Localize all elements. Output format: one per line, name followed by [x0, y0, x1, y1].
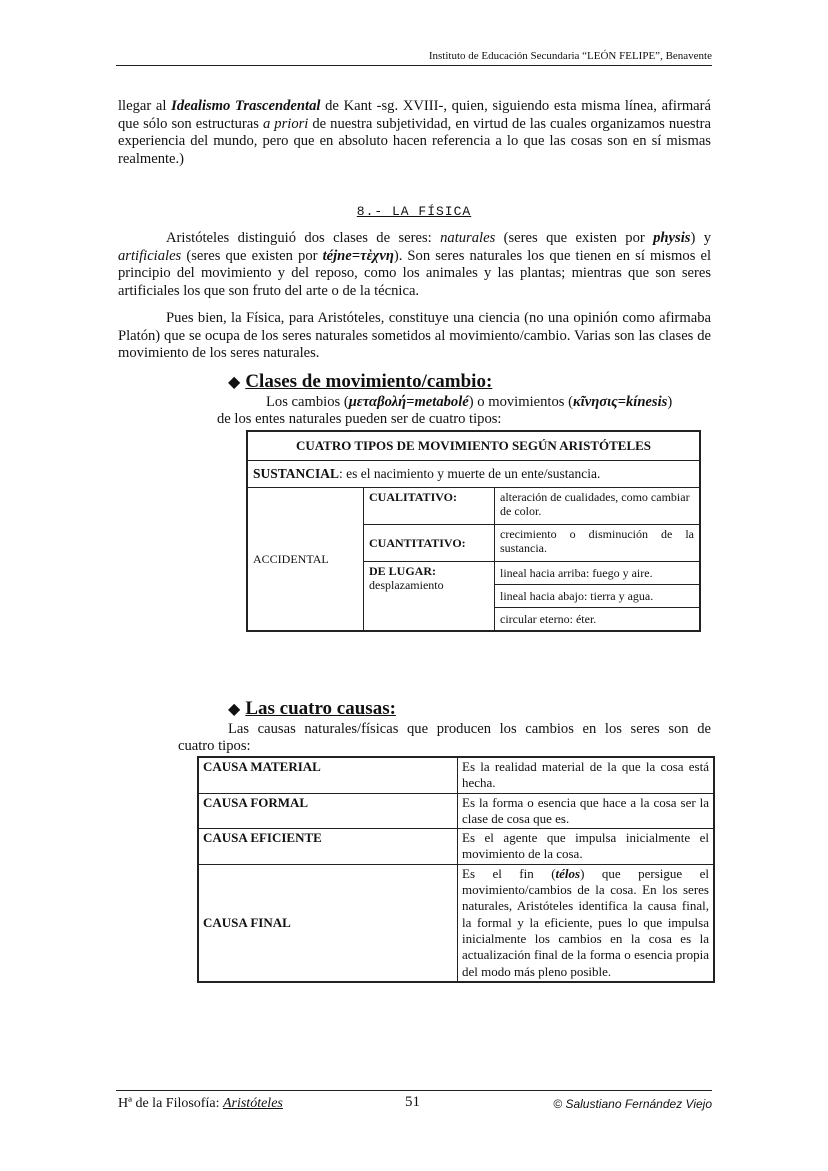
- causes-intro-line-2: cuatro tipos:: [178, 738, 251, 754]
- cause-desc: Es la realidad material de la que la cosa está hecha.: [458, 757, 715, 793]
- diamond-bullet-icon: ◆: [228, 701, 241, 718]
- page-number: 51: [405, 1094, 420, 1110]
- lugar-label: DE LUGAR: desplazamiento: [364, 562, 495, 632]
- causes-table: [197, 756, 715, 983]
- diamond-bullet-icon: ◆: [228, 374, 241, 391]
- table-row: [198, 757, 714, 793]
- lugar-desc-3: circular eterno: éter.: [495, 608, 701, 632]
- physics-paragraph-2: Pues bien, la Física, para Aristóteles, constituye una ciencia (no una opinión como afirmaba Platón) que se ocupa de los seres naturales sometidos al movimiento/cambio. Varias son las clases de movimiento de los seres naturales.: [118, 310, 711, 361]
- accidental-cell: ACCIDENTAL: [247, 488, 364, 632]
- causes-heading: ◆ Las cuatro causas:: [228, 698, 396, 719]
- cause-desc: Es el agente que impulsa inicialmente el movimiento de la cosa.: [458, 829, 715, 865]
- cause-name: CAUSA FORMAL: [198, 793, 458, 829]
- table-row: [198, 793, 714, 829]
- footer-divider: [116, 1090, 712, 1091]
- footer-title: Hª de la Filosofía: Aristóteles: [118, 1096, 283, 1111]
- cause-desc: Es el fin (télos) que persigue el movimiento/cambios de la cosa. En los seres naturales, Aristóteles identifica la causa final, la formal y la eficiente, pues lo que impulsa inicialmente los cambios en la cosa es la actualización final de la forma o esencia propia del modo más pleno posible.: [458, 864, 715, 982]
- cualitativo-desc: alteración de cualidades, como cambiar de color.: [495, 488, 701, 525]
- page-header: Instituto de Educación Secundaria “LEÓN FELIPE”, Benavente: [428, 50, 712, 62]
- lugar-desc-2: lineal hacia abajo: tierra y agua.: [495, 585, 701, 608]
- cualitativo-label: CUALITATIVO:: [364, 488, 495, 525]
- cuantitativo-desc: crecimiento o disminución de la sustancia.: [495, 525, 701, 562]
- movement-intro-line-1: Los cambios (μεταβολή=metabolé) o movimientos (κῖνησις=kínesis): [266, 394, 673, 410]
- physics-paragraph-1: Aristóteles distinguió dos clases de seres: naturales (seres que existen por physis) y artificiales (seres que existen por téjne=τὲχνη). Son seres naturales los que tienen en sí mismos el principio del movimiento y del reposo, como los animales y las plantas; mientras que son seres artificiales los que son fruto del arte o de la técnica.: [118, 230, 711, 299]
- movement-types-table: [246, 430, 701, 632]
- movement-table-title: CUATRO TIPOS DE MOVIMIENTO SEGÚN ARISTÓTELES: [247, 431, 700, 461]
- cause-name: CAUSA MATERIAL: [198, 757, 458, 793]
- sustancial-row: SUSTANCIAL: es el nacimiento y muerte de un ente/sustancia.: [247, 461, 700, 488]
- table-row: [198, 829, 714, 865]
- intro-paragraph: llegar al Idealismo Trascendental de Kant -sg. XVIII-, quien, siguiendo esta misma línea, afirmará que sólo son estructuras a priori de nuestra subjetividad, en virtud de las cuales organizamos nuestra experiencia del mundo, pero que en absoluto hacen referencia a lo que las cosas son en sí mismas realmente.): [118, 98, 711, 167]
- cause-name: CAUSA FINAL: [198, 864, 458, 982]
- cuantitativo-label: CUANTITATIVO:: [364, 525, 495, 562]
- header-divider: [116, 65, 712, 66]
- section-title: 8.- LA FÍSICA: [356, 204, 472, 219]
- cause-desc: Es la forma o esencia que hace a la cosa ser la clase de cosa que es.: [458, 793, 715, 829]
- footer-copyright: © Salustiano Fernández Viejo: [553, 1097, 712, 1111]
- movement-heading: ◆ Clases de movimiento/cambio:: [228, 371, 493, 392]
- cause-name: CAUSA EFICIENTE: [198, 829, 458, 865]
- movement-intro-line-2: de los entes naturales pueden ser de cuatro tipos:: [217, 411, 502, 427]
- footer-link[interactable]: Aristóteles: [222, 1096, 283, 1111]
- table-row: [198, 864, 714, 982]
- causes-intro-line-1: Las causas naturales/físicas que producen los cambios en los seres son de: [228, 721, 711, 737]
- lugar-desc-1: lineal hacia arriba: fuego y aire.: [495, 562, 701, 585]
